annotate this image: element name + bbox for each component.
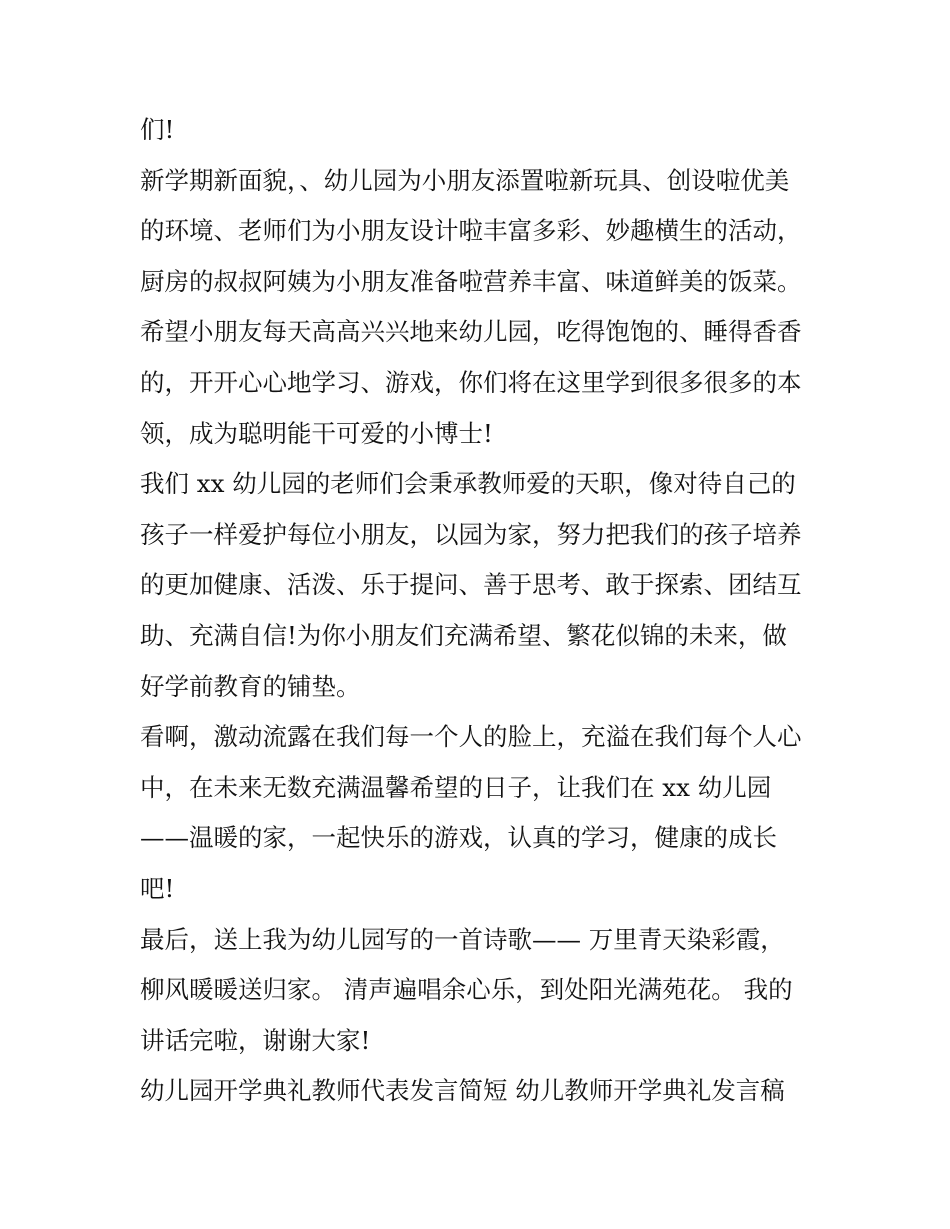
text-line: 柳风暖暖送归家。 清声遍唱余心乐，到处阳光满苑花。 我的 bbox=[140, 975, 793, 1005]
text-line: 领，成为聪明能干可爱的小博士! bbox=[140, 418, 493, 448]
text-line: 好学前教育的铺垫。 bbox=[140, 671, 361, 701]
text-line: 希望小朋友每天高高兴兴地来幼儿园，吃得饱饱的、睡得香香 bbox=[140, 317, 802, 347]
text-line: ——温暖的家，一起快乐的游戏，认真的学习，健康的成长 bbox=[140, 823, 777, 853]
text-line: 看啊，激动流露在我们每一个人的脸上，充溢在我们每个人心 bbox=[140, 722, 802, 752]
text-line: 新学期新面貌，、幼儿园为小朋友添置啦新玩具、创设啦优美 bbox=[140, 165, 790, 195]
text-line: 吧! bbox=[140, 873, 175, 903]
text-line: 的更加健康、活泼、乐于提问、善于思考、敢于探索、团结互 bbox=[140, 570, 802, 600]
text-line: 幼儿园开学典礼教师代表发言简短 幼儿教师开学典礼发言稿 bbox=[140, 1076, 785, 1106]
document-body bbox=[140, 105, 820, 1117]
text-line: 的，开开心心地学习、游戏，你们将在这里学到很多很多的本 bbox=[140, 367, 802, 397]
text-line: 最后，送上我为幼儿园写的一首诗歌—— 万里青天染彩霞， bbox=[140, 924, 785, 954]
text-line: 们! bbox=[140, 115, 175, 144]
text-line: 厨房的叔叔阿姨为小朋友准备啦营养丰富、味道鲜美的饭菜。 bbox=[140, 266, 802, 296]
text-line: 讲话完啦，谢谢大家! bbox=[140, 1025, 371, 1055]
text-line: 孩子一样爱护每位小朋友，以园为家，努力把我们的孩子培养 bbox=[140, 519, 802, 549]
text-line: 我们 xx 幼儿园的老师们会秉承教师爱的天职，像对待自己的 bbox=[140, 469, 796, 499]
text-line: 中，在未来无数充满温馨希望的日子，让我们在 xx 幼儿园 bbox=[140, 772, 772, 802]
text-line: 助、充满自信!为你小朋友们充满希望、繁花似锦的未来，做 bbox=[140, 620, 787, 650]
text-line: 的环境、老师们为小朋友设计啦丰富多彩、妙趣横生的活动， bbox=[140, 216, 802, 246]
